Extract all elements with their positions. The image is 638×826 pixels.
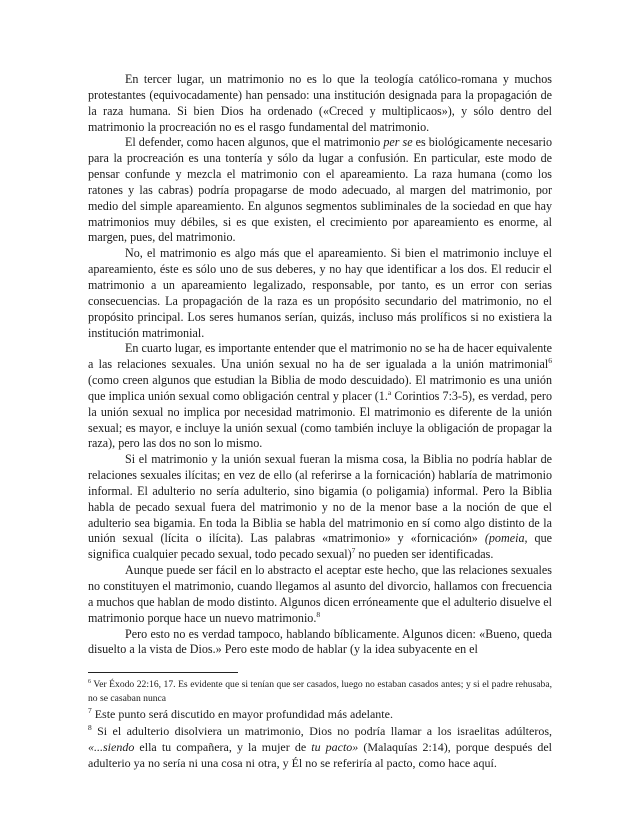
footnote-ref: 8 — [88, 722, 92, 732]
paragraph — [88, 452, 552, 563]
footnote-ref: a — [387, 387, 392, 397]
paragraph — [88, 135, 552, 246]
paragraph — [88, 72, 552, 135]
text-run: Si el matrimonio y la unión sexual fueran la misma cosa, la Biblia no podría hablar de relaciones sexuales ilícitas; en vez de ello (al referirse a la fornicación) hablaría de matrimonio informal. El adulterio no sería adulterio, sino bigamia (o poligamia) informal. Pero la Biblia habla de pecado sexual fuera del matrimonio y no de la menor base a la noción de que el adulterio sea bigamia. En toda la Biblia se habla del matrimonio en sí como algo distinto de la unión sexual (lícita o ilícita). Las palabras «matrimonio» y «fornicación» — [88, 452, 552, 546]
text-run: En cuarto lugar, es importante entender que el matrimonio no se ha de hacer equivalente a las relaciones sexuales. Una unión sexual no ha de ser igualada a la unión matrimonial — [88, 341, 552, 372]
document-page — [88, 72, 552, 772]
text-run: tu pacto» — [311, 740, 359, 755]
text-run: El defender, como hacen algunos, que el matrimonio — [125, 135, 384, 150]
text-run: (como creen algunos que estudian la Biblia de modo descuidado). El matrimonio es una unión que implica unión sexual como obligación central y placer (1. — [88, 373, 552, 403]
footnote-7 — [88, 706, 552, 722]
text-run: «...siendo — [88, 740, 135, 755]
text-run: Ver Éxodo 22:16, 17. Es evidente que si tenían que ser casados, luego no estaban casados antes; y si el padre rehusaba, no se casaban nunca — [88, 679, 552, 705]
text-run: Corintios 7:3-5), es verdad, pero la unión sexual no implica por necesidad matrimonio. El matrimonio es diferente de la unión sexual; es mayor, e incluye la unión sexual (como también incluye la obligación de propagar la raza), pero las dos no son lo mismo. — [88, 388, 552, 451]
footnotes — [88, 678, 552, 772]
paragraph — [88, 341, 552, 452]
text-run: per se — [383, 135, 413, 150]
text-run: ella tu compañera, y la mujer de — [134, 740, 312, 755]
footnote-ref: 7 — [88, 706, 92, 716]
text-run: no pueden ser identificadas. — [355, 547, 494, 562]
text-run: (Malaquías 2:14), porque después del adulterio ya no sería ni una cosa ni otra, y Él no se referiría al pacto, como hace aquí. — [88, 740, 552, 771]
body-text — [88, 72, 552, 658]
paragraph — [88, 627, 552, 659]
footnote-ref: 6 — [548, 356, 552, 366]
footnote-6 — [88, 678, 552, 706]
text-run: Este punto será discutido en mayor profundidad más adelante. — [91, 707, 393, 722]
footnote-ref: 6 — [88, 679, 91, 686]
text-run: No, el matrimonio es algo más que el apareamiento. Si bien el matrimonio incluye el apareamiento, éste es sólo uno de sus deberes, y no hay que identificar a los dos. El reducir el matrimonio a un apareamiento legalizado, responsable, por tanto, es un error con serias consecuencias. La propagación de la raza es un propósito secundario del matrimonio, no el propósito principal. Los seres humanos serían, quizás, incluso más prolíficos si no existiera la institución matrimonial. — [88, 246, 552, 340]
text-run: que significa cualquier pecado sexual, todo pecado sexual) — [88, 531, 552, 562]
text-run: En tercer lugar, un matrimonio no es lo que la teología católico-romana y muchos protestantes (equivocadamente) han pensado: una institución designada para la propagación de la raza humana. Si bien Dios ha ordenado («Creced y multiplicaos»), y sólo dentro del matrimonio la procreación no es el rasgo fundamental del matrimonio. — [88, 72, 552, 134]
text-run: Pero esto no es verdad tampoco, hablando bíblicamente. Algunos dicen: «Bueno, queda disuelto a la vista de Dios.» Pero este modo de hablar (y la idea subyacente en el — [88, 626, 552, 657]
footnote-separator — [88, 672, 238, 673]
footnote-8 — [88, 723, 552, 772]
paragraph — [88, 246, 552, 341]
text-run: Si el adulterio disolviera un matrimonio, Dios no podría llamar a los israelitas adúlteros, — [91, 723, 552, 738]
footnote-ref: 8 — [316, 609, 321, 619]
text-run: es biológicamente necesario para la procreación es una tontería y sólo da lugar a confusión. En particular, este modo de pensar confunde y mezcla el matrimonio con el apareamiento. La raza humana (como los ratones y las cabras) podría propagarse de modo adecuado, al margen del matrimonio, por medio del simple apareamiento. En algunos segmentos subliminales de la sociedad en que hay matrimonios muy débiles, si es que existen, el crecimiento por apareamiento es enorme, al margen, pues, del matrimonio. — [88, 135, 552, 245]
footnote-ref: 7 — [351, 546, 356, 556]
text-run: (pomeia, — [484, 531, 528, 546]
text-run: Aunque puede ser fácil en lo abstracto el aceptar este hecho, que las relaciones sexuales no constituyen el matrimonio, cuando llegamos al asunto del divorcio, hallamos con frecuencia a muchos que hablan de modo distinto. Algunos dicen erróneamente que el adulterio disuelve el matrimonio porque hace un nuevo matrimonio. — [88, 563, 552, 625]
paragraph — [88, 563, 552, 626]
